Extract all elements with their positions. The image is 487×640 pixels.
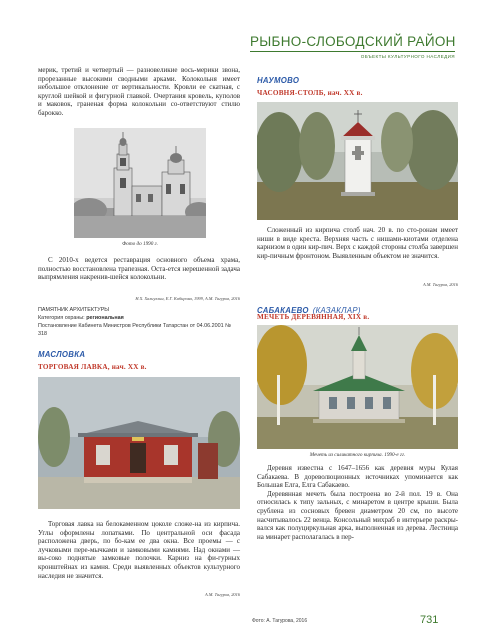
page-header (250, 34, 455, 59)
monument-info (38, 306, 240, 338)
intro-paragraph: мерик, третий и четвертый — разновеликие вось-мерики звона, прорезанные высокими сводными арками. Колокольня имеет небольшое отклонение от вертикальности. Кровли ее скатная, с круглой шейкой и фигурной главкой. Очертания кровель, куполов и маковок, граненая форма колокольни со-ответствуют стилю барокко. (38, 66, 240, 117)
shop-text: Торговая лавка на белокаменном цоколе сложе-на из кирпича. Углы оформлены лопатками. По центральной оси фасада расположена дверь, по бо-кам ее два окна. Все проемы — с лучковыми пере-мычками и замковыми камнями. Над окнами — вы-соко поднятые замковые полочки. Карниз на фи-гурных кронштейнах из камня. Среди выявленных объектов культурного наследия не значится. (38, 520, 240, 580)
mosque-paragraph (257, 464, 458, 541)
monument-category: Категория охраны: региональная (38, 315, 124, 321)
object-shop-title: ТОРГОВАЯ ЛАВКА, нач. XX в. (38, 363, 147, 371)
credit-left-2: А.М. Тагуров, 2016 (205, 592, 240, 597)
monument-heading: ПАМЯТНИК АРХИТЕКТУРЫ (38, 307, 110, 313)
mosque-photo (257, 325, 458, 449)
place-sabakaevo-alt: (КАЗАКЛАР) (312, 306, 361, 315)
place-naumovo: НАУМОВО (257, 76, 300, 85)
pillar-photo (257, 102, 458, 220)
shop-photo (38, 377, 240, 509)
restoration-text: С 2010-х ведется реставрация основного объема храма, полностью восстановлена трапезная. Оста-ется нерешенной задача выпрямления накренив-шейся колокольни. (38, 256, 240, 282)
church-photo (74, 128, 206, 238)
header-divider (250, 51, 455, 52)
shop-paragraph (38, 520, 240, 580)
credit-right-1: А.М. Тагуров, 2016 (423, 282, 458, 287)
place-maslovka: МАСЛОВКА (38, 350, 86, 359)
monument-decree: Постановление Кабинета Министров Республики Татарстан от 04.06.2001 № 318 (38, 323, 231, 337)
footer-photo-credit: Фото: А. Тагурова, 2016 (252, 618, 308, 624)
credit-left-1: Н.Х. Халиуллин, Е.Г. Кабирова, 1999, А.М. Тагуров, 2016 (135, 296, 240, 301)
header-subtitle: ОБЪЕКТЫ КУЛЬТУРНОГО НАСЛЕДИЯ (360, 54, 455, 59)
pillar-paragraph (257, 226, 458, 260)
page-number: 731 (420, 614, 439, 626)
restoration-paragraph (38, 256, 240, 282)
place-sabakaevo: САБАКАЕВО (257, 306, 309, 315)
category-value: региональная (86, 315, 124, 321)
mosque-photo-caption: Мечеть из силикатного кирпича. 1990-е гг. (309, 452, 406, 458)
pillar-text: Сложенный из кирпича столб нач. 20 в. по сто-ронам имеет ниши в виде креста. Верхняя часть с нишами-киотами отделена карнизом в один кир-пич. Верх с каждой стороны столба завершен кир-пичным фронтоном. Выявленным объектом не значится. (257, 226, 458, 260)
church-photo-caption: Фото до 1990 г. (122, 241, 158, 247)
object-mosque-title: МЕЧЕТЬ ДЕРЕВЯННАЯ, XIX в. (257, 313, 370, 321)
mosque-text-2: Деревянная мечеть была построена во 2-й пол. 19 в. Она относилась к типу зальных, с минаретом в центре крыши. Была срублена из сосновых бревен диаметром 20 см, по высоте насчитывалось 22 венца. Консольный михраб в интерьере раскры-вался как полуциркульная арка, выполненная из дерева. Лестница на минарет располагалась в пер- (257, 489, 458, 541)
object-pillar-title: ЧАСОВНЯ-СТОЛБ, нач. XX в. (257, 89, 363, 97)
mosque-text-1: Деревня известна с 1647–1656 как деревня муры Кулая Сабакаева. В дореволюционных источниках упоминается как Большая Елга, Елга Сабакаево. (257, 464, 458, 490)
region-title: РЫБНО-СЛОБОДСКИЙ РАЙОН (250, 34, 456, 49)
